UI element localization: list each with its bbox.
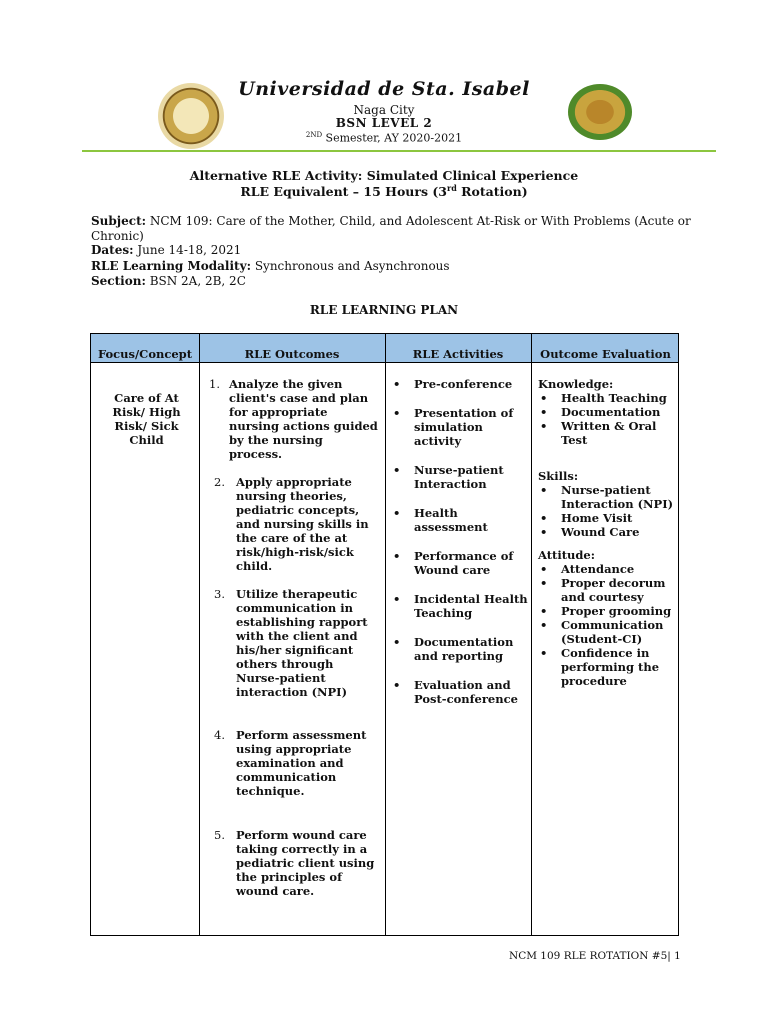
header-outcome-evaluation: Outcome Evaluation: [540, 347, 671, 361]
activity-item: • Incidental Health Teaching: [391, 592, 529, 620]
outcomes-list: [209, 377, 379, 898]
modality-line: [91, 259, 691, 274]
subject-value: NCM 109: Care of the Mother, Child, and Adolescent At-Risk or With Problems (Acute or Chronic): [91, 214, 691, 243]
attitude-item: • Proper grooming: [538, 604, 678, 618]
activity-item: • Pre-conference: [391, 377, 529, 391]
activity-item: • Health assessment: [391, 506, 529, 534]
column-divider: [199, 334, 200, 935]
activity-item: • Evaluation and Post-conference: [391, 678, 529, 706]
outcome-text: Analyze the given client's case and plan for appropriate nursing actions guided by the nursing process.: [229, 377, 378, 461]
outcome-number: 4.: [214, 728, 225, 742]
activity-title: Alternative RLE Activity: Simulated Clinical Experience: [189, 168, 579, 183]
learning-plan-table: [90, 333, 679, 936]
skills-item: • Nurse-patient Interaction (NPI): [538, 483, 678, 511]
dates-label: Dates:: [91, 243, 134, 257]
outcome-text: Utilize therapeutic communication in establishing rapport with the client and his/her significant others through Nurse-patient interaction (NPI): [236, 587, 368, 699]
subject-line: [91, 214, 691, 244]
dates-value: June 14-18, 2021: [133, 243, 242, 257]
activity-item: • Performance of Wound care: [391, 549, 529, 577]
outcome-item: [209, 377, 379, 461]
dates-line: [91, 243, 691, 258]
section-label: Section:: [91, 274, 146, 288]
activity-item: • Documentation and reporting: [391, 635, 529, 663]
header-rle-activities: RLE Activities: [412, 347, 504, 361]
outcome-text: Apply appropriate nursing theories, pediatric concepts, and nursing skills in the care of the at risk/high-risk/sick child.: [236, 475, 369, 573]
outcome-text: Perform wound care taking correctly in a pediatric client using the principles of wound care.: [236, 828, 375, 898]
activity-item: • Nurse-patient Interaction: [391, 463, 529, 491]
skills-list: [538, 483, 678, 539]
semester: [0, 131, 768, 145]
outcome-item: [209, 587, 379, 699]
knowledge-item: • Health Teaching: [538, 391, 678, 405]
modality-value: Synchronous and Asynchronous: [251, 259, 450, 273]
semester-text: Semester, AY 2020-2021: [322, 131, 463, 145]
attitude-item: • Confidence in performing the procedure: [538, 646, 678, 688]
city: Naga City: [353, 103, 415, 117]
subject-label: Subject:: [91, 214, 147, 228]
university-name: Universidad de Sta. Isabel: [238, 78, 530, 100]
column-divider: [531, 334, 532, 935]
knowledge-label: Knowledge:: [538, 377, 614, 391]
attitude-item: • Attendance: [538, 562, 678, 576]
plan-title: RLE LEARNING PLAN: [309, 303, 459, 317]
knowledge-list: [538, 391, 678, 447]
attitude-list: [538, 562, 678, 688]
knowledge-item: • Written & Oral Test: [538, 419, 678, 447]
knowledge-item: • Documentation: [538, 405, 678, 419]
outcome-text: Perform assessment using appropriate examination and communication technique.: [236, 728, 367, 798]
outcome-item: [209, 475, 379, 573]
page-footer: NCM 109 RLE ROTATION #5| 1: [509, 950, 681, 962]
header-rle-outcomes: RLE Outcomes: [244, 347, 340, 361]
header-focus-concept: Focus/Concept: [97, 347, 193, 361]
rle-equivalent-text: RLE Equivalent – 15 Hours (3: [240, 184, 447, 200]
focus-concept-cell: Care of At Risk/ High Risk/ Sick Child: [112, 391, 181, 447]
evaluation-cell: [538, 377, 678, 688]
skills-item: • Wound Care: [538, 525, 678, 539]
outcome-item: [209, 728, 379, 798]
outcome-number: 1.: [209, 377, 220, 391]
outcome-number: 5.: [214, 828, 225, 842]
column-divider: [385, 334, 386, 935]
activity-item: • Presentation of simulation activity: [391, 406, 529, 448]
rle-equivalent: [0, 183, 768, 199]
rotation-ordinal: rd: [446, 183, 457, 193]
skills-item: • Home Visit: [538, 511, 678, 525]
activities-list: [391, 377, 529, 706]
level: BSN LEVEL 2: [335, 116, 433, 130]
semester-ordinal: 2ND: [305, 131, 323, 139]
skills-label: Skills:: [538, 469, 579, 483]
section-line: [91, 274, 691, 289]
outcome-number: 2.: [214, 475, 225, 489]
outcome-item: [209, 828, 379, 898]
header-divider: [82, 150, 716, 152]
section-value: BSN 2A, 2B, 2C: [145, 274, 246, 288]
modality-label: RLE Learning Modality:: [91, 259, 251, 273]
attitude-item: • Proper decorum and courtesy: [538, 576, 678, 604]
attitude-label: Attitude:: [538, 548, 595, 562]
outcome-number: 3.: [214, 587, 225, 601]
attitude-item: • Communication (Student-CI): [538, 618, 678, 646]
rotation-text: Rotation): [456, 184, 528, 200]
